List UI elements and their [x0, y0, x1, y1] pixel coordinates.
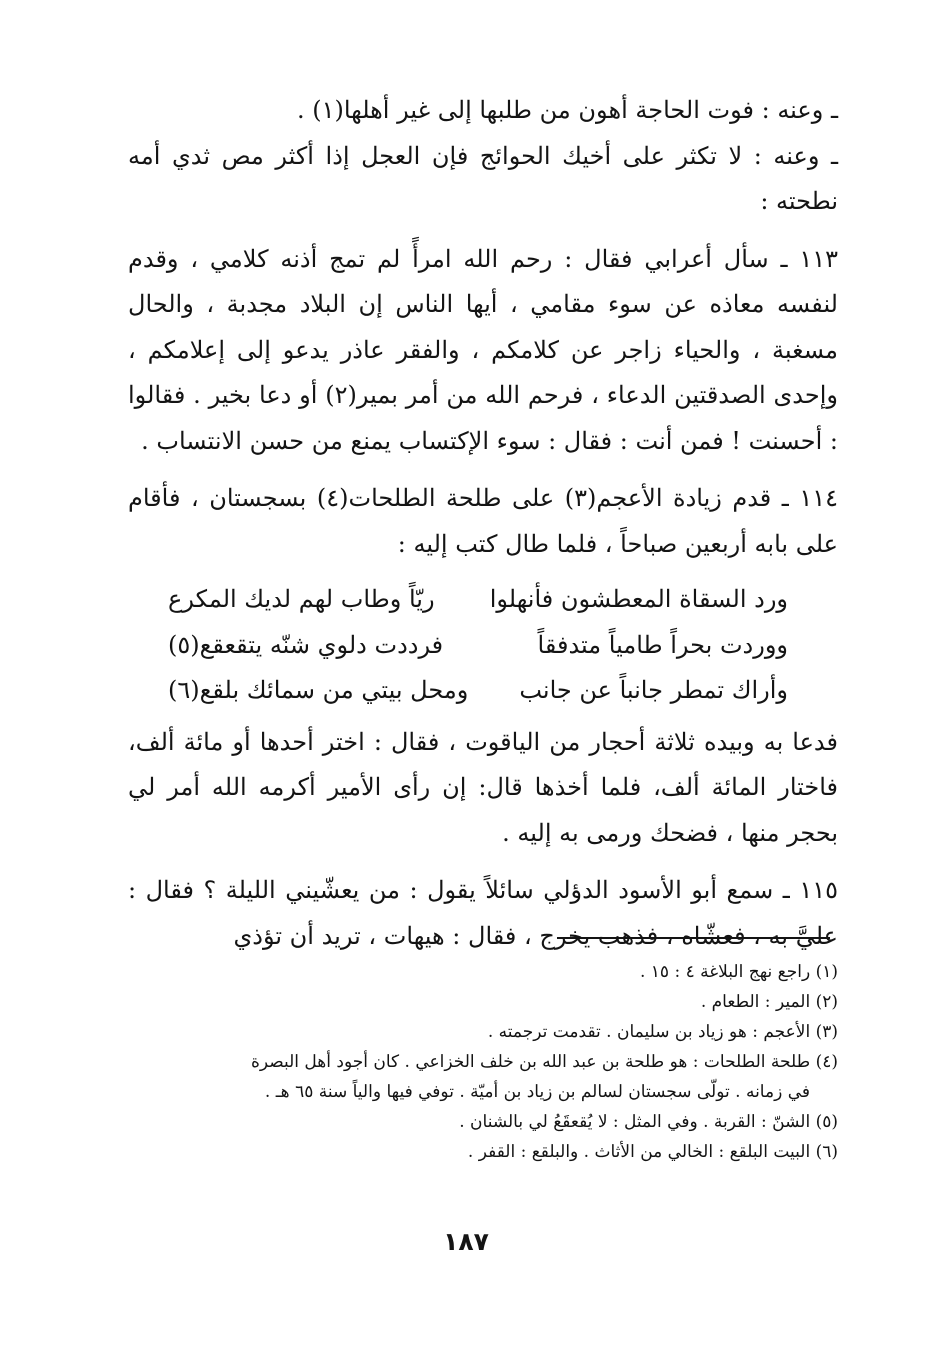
verse-second-half: ومحل بيتي من سمائك بلقع(٦) — [168, 676, 469, 704]
footnote-separator — [557, 937, 830, 939]
footnote-continuation: في زمانه . تولّى سجستان لسالم بن زياد بن أميّة . توفي فيها والياً سنة ٦٥ هـ . — [264, 1082, 810, 1102]
main-text — [128, 88, 838, 959]
paragraph-115: ١١٥ ـ سمع أبو الأسود الدؤلي سائلاً يقول : من يعشّيني الليلة ؟ فقال : عليَّ به ، فعشّاه ، فذهب يخرج ، فقال : هيهات ، تريد أن تؤذي — [128, 876, 838, 950]
footnote: (٥) الشنّ : القربة . وفي المثل : لا يُقعقَعُ لي بالشنان . — [459, 1112, 838, 1132]
footnote: (١) راجع نهج البلاغة ٤ : ١٥ . — [639, 962, 838, 982]
verse — [168, 668, 788, 714]
verse — [168, 577, 788, 623]
saying-line: ـ وعنه : لا تكثر على أخيك الحوائج فإن العجل إذا أكثر مص ثدي أمه نطحته : — [128, 141, 838, 215]
verse-second-half: فرددت دلوي شنّه يتقعقع(٥) — [168, 630, 444, 659]
footnote: (٢) المير : الطعام . — [700, 992, 838, 1012]
poem-verses — [128, 577, 838, 714]
verse-first-half: وأراك تمطر جانباً عن جانب — [519, 676, 788, 704]
page-number: ١٨٧ — [443, 1227, 489, 1256]
footnote: (٤) طلحة الطلحات : هو طلحة بن عبد الله بن خلف الخزاعي . كان أجود أهل البصرة — [250, 1052, 838, 1072]
verse-first-half: ووردت بحراً طامياً متدفقاً — [537, 630, 788, 659]
footnote: (٣) الأعجم : هو زياد بن سليمان . تقدمت ترجمته . — [487, 1022, 838, 1042]
verse-first-half: ورد السقاة المعطشون فأنهلوا — [489, 585, 788, 613]
footnotes — [128, 957, 838, 1167]
paragraph-114-continued: فدعا به وبيده ثلاثة أحجار من الياقوت ، فقال : اختر أحدها أو مائة ألف، فاختار المائة ألف، فلما أخذها قال: إن رأى الأمير أكرمه الله أمر لي بحجر منها ، فضحك ورمى به إليه . — [128, 727, 838, 847]
saying-line: ـ وعنه : فوت الحاجة أهون من طلبها إلى غير أهلها(١) . — [296, 96, 838, 124]
paragraph-114: ١١٤ ـ قدم زيادة الأعجم(٣) على طلحة الطلحات(٤) بسجستان ، فأقام على بابه أربعين صباحاً ، فلما طال كتب إليه : — [128, 484, 838, 558]
paragraph-113: ١١٣ ـ سأل أعرابي فقال : رحم الله امرأً لم تمج أذنه كلامي ، وقدم لنفسه معاذه عن سوء مقامي ، أيها الناس إن البلاد مجدبة ، والحال مسغبة ، والحياء زاجر عن كلامكم ، والفقر عاذر يدعو إلى إعلامكم ، وإحدى الصدقتين الدعاء ، فرحم الله من أمر بمير(٢) أو دعا بخير . فقالوا : أحسنت ! فمن أنت : فقال : سوء الإكتساب يمنع من حسن الانتساب . — [128, 244, 838, 455]
verse-second-half: ريّاً وطاب لهم لديك المكرع — [168, 585, 435, 613]
verse — [168, 623, 788, 669]
footnote: (٦) البيت البلقع : الخالي من الأثاث . والبلقع : القفر . — [467, 1142, 838, 1162]
